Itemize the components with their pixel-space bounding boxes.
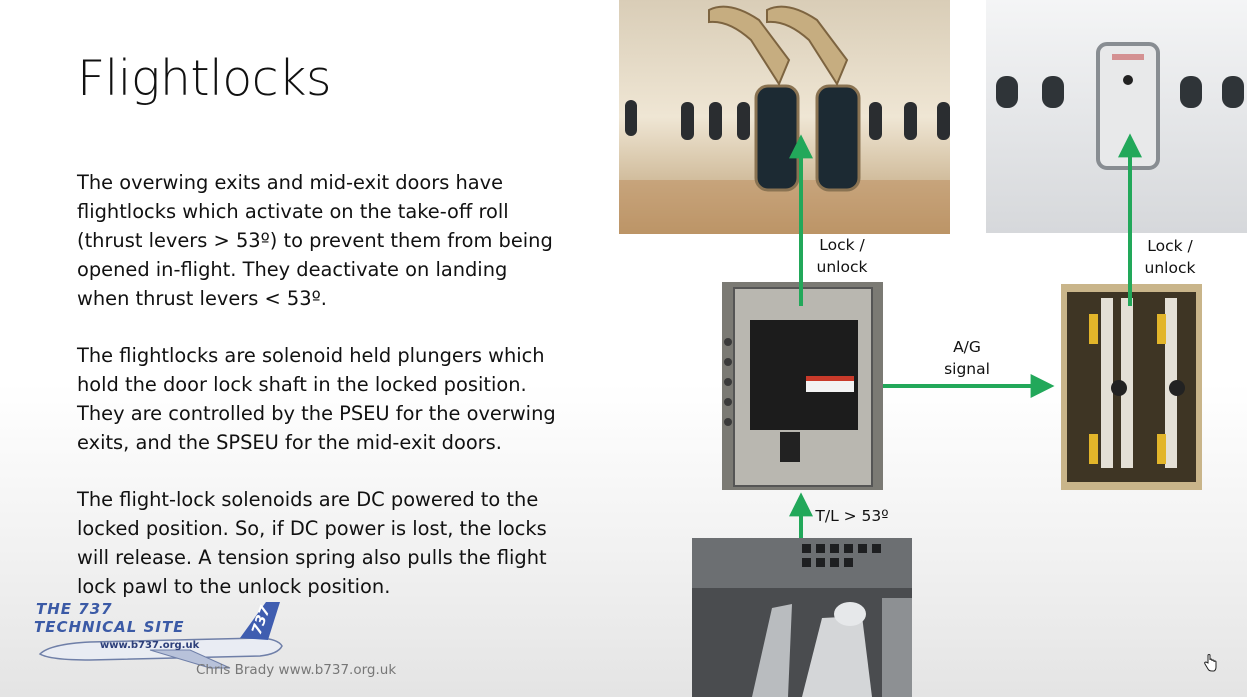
author-credit: Chris Brady www.b737.org.uk [196, 662, 397, 678]
hand-cursor-icon [1203, 654, 1217, 672]
label-thrust-lever: T/L > 53º [815, 507, 889, 525]
paragraph-solenoids: The flightlocks are solenoid held plungers which hold the door lock shaft in the locked position. They are controlled by the PSEU for the overwing exits, and the SPSEU for the mid-exit doors. [77, 344, 556, 454]
paragraph-activation: The overwing exits and mid-exit doors have flightlocks which activate on the take-off roll (thrust levers > 53º) to prevent them from being opened in-flight. They deactivate on landing when thrust levers < 53º. [77, 171, 553, 310]
label-lock-unlock-right: Lock / unlock [1144, 237, 1196, 277]
svg-text:737: 737 [248, 603, 274, 637]
slide-title: Flightlocks [77, 50, 332, 107]
label-lock-unlock-left: Lock / unlock [816, 236, 868, 276]
logo-line1: THE 737 [36, 600, 113, 618]
paragraph-dc-power: The flight-lock solenoids are DC powered to the locked position. So, if DC power is lost, the locks will release. A tension spring also pulls the flight lock pawl to the unlock position. [77, 488, 547, 598]
label-ag-signal: A/G signal [944, 338, 990, 378]
logo-line2: TECHNICAL SITE [34, 618, 185, 636]
logo-url: www.b737.org.uk [100, 640, 200, 651]
